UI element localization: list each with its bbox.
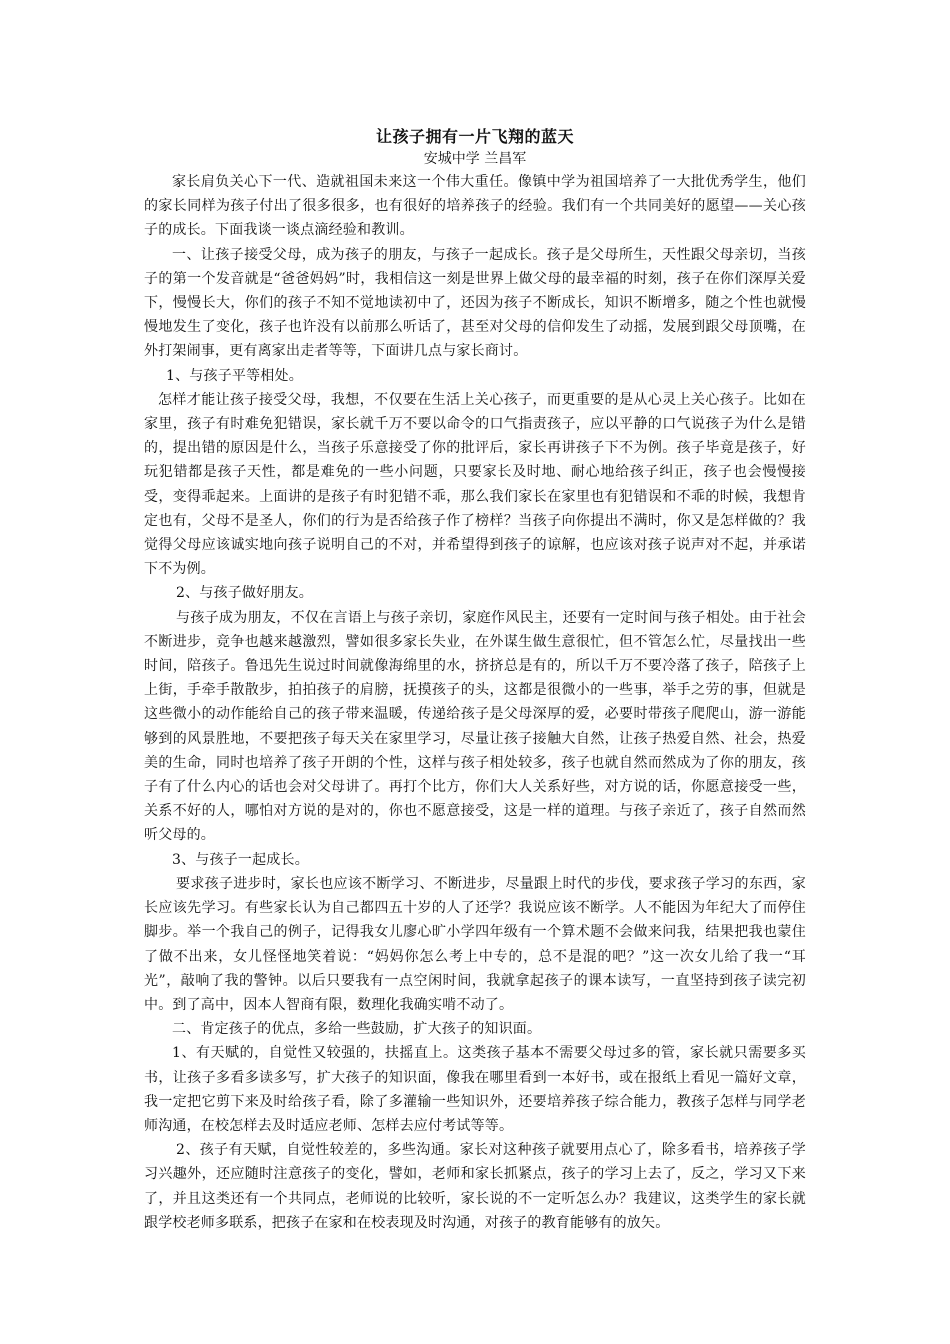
section-one-paragraph: 一、让孩子接受父母，成为孩子的朋友，与孩子一起成长。孩子是父母所生，天性跟父母亲切，当孩子的第一个发音就是“爸爸妈妈”时，我相信这一刻是世界上做父母的最幸福的时刻，孩子在你们深厚关爱下，慢慢长大，你们的孩子不知不觉地读初中了，还因为孩子不断成长，知识不断增多，随之个性也就慢慢地发生了变化，孩子也许没有以前那么听话了，甚至对父母的信仰发生了动摇，发展到跟父母顶嘴，在外打架闹事，更有离家出走者等等，下面讲几点与家长商讨。 bbox=[144, 246, 806, 360]
subheading-good-friends: 2、与孩子做好朋友。 bbox=[176, 585, 313, 602]
gifted-self-motivated-paragraph: 1、有天赋的，自觉性又较强的，扶摇直上。这类孩子基本不需要父母过多的管，家长就只需要多买书，让孩子多看多读多写，扩大孩子的知识面，像我在哪里看到一本好书，或在报纸上看见一篇好文章，我一定把它剪下来及时给孩子看，除了多灌输一些知识外，还要培养孩子综合能力，教孩子怎样与同学老师沟通，在校怎样去及时适应老师、怎样去应付考试等等。 bbox=[144, 1045, 806, 1134]
section-two-heading: 二、肯定孩子的优点，多给一些鼓励，扩大孩子的知识面。 bbox=[172, 1021, 542, 1038]
document-title: 让孩子拥有一片飞翔的蓝天 bbox=[375, 127, 574, 146]
gifted-less-motivated-paragraph: 2、孩子有天赋，自觉性较差的，多些沟通。家长对这种孩子就要用点心了，除多看书，培养孩子学习兴趣外，还应随时注意孩子的变化，譬如，老师和家长抓紧点，孩子的学习上去了，反之，学习又下来了，并且这类还有一个共同点，老师说的比较听，家长说的不一定听怎么办？我建议，这类学生的家长就跟学校老师多联系，把孩子在家和在校表现及时沟通，对孩子的教育能够有的放矢。 bbox=[144, 1142, 806, 1231]
subheading-grow-together: 3、与孩子一起成长。 bbox=[172, 851, 309, 868]
author-byline: 安城中学 兰昌军 bbox=[423, 151, 527, 167]
grow-together-paragraph: 要求孩子进步时，家长也应该不断学习、不断进步，尽量跟上时代的步伐，要求孩子学习的东西，家长应该先学习。有些家长认为自己都四五十岁的人了还学？我说应该不断学。人不能因为年纪大了而停住脚步。举一个我自己的例子，记得我女儿廖心旷小学四年级有一个算术题不会做来问我，结果把我也蒙住了做不出来，女儿怪怪地笑着说：“妈妈你怎么考上中专的，总不是混的吧？”这一次女儿给了我一“耳光”，敲响了我的警钟。以后只要我有一点空闲时间，我就拿起孩子的课本读写，一直坚持到孩子读完初中。到了高中，因本人智商有限，数理化我确实啃不动了。 bbox=[144, 875, 806, 1013]
equal-treatment-paragraph: 怎样才能让孩子接受父母，我想，不仅要在生活上关心孩子，而更重要的是从心灵上关心孩子。比如在家里，孩子有时难免犯错误，家长就千万不要以命令的口气指责孩子，应以平静的口气说孩子为什么是错的，提出错的原因是什么，当孩子乐意接受了你的批评后，家长再讲孩子下不为例。孩子毕竟是孩子，好玩犯错都是孩子天性，都是难免的一些小问题，只要家长及时地、耐心地给孩子纠正，孩子也会慢慢接受，变得乖起来。上面讲的是孩子有时犯错不乖，那么我们家长在家里也有犯错误和不乖的时候，我想肯定也有，父母不是圣人，你们的行为是否给孩子作了榜样？当孩子向你提出不满时，你又是怎样做的？我觉得父母应该诚实地向孩子说明自己的不对，并希望得到孩子的谅解，也应该对孩子说声对不起，并承诺下不为例。 bbox=[144, 391, 806, 578]
good-friends-paragraph: 与孩子成为朋友，不仅在言语上与孩子亲切，家庭作风民主，还要有一定时间与孩子相处。由于社会不断进步，竞争也越来越激烈，譬如很多家长失业，在外谋生做生意很忙，但不管怎么忙，尽量找出一些时间，陪孩子。鲁迅先生说过时间就像海绵里的水，挤挤总是有的，所以千万不要冷落了孩子，陪孩子上上街，手牵手散散步，拍拍孩子的肩膀，抚摸孩子的头，这都是很微小的一些事，举手之劳的事，但就是这些微小的动作能给自己的孩子带来温暖，传递给孩子是父母深厚的爱，必要时带孩子爬爬山，游一游能够到的风景胜地，不要把孩子每天关在家里学习，尽量让孩子接触大自然，让孩子热爱自然、社会，热爱美的生命，同时也培养了孩子开朗的个性，这样与孩子相处较多，孩子也就自然而然成为了你的朋友，孩子有了什么内心的话也会对父母讲了。再打个比方，你们大人关系好些，对方说的话，你愿意接受一些，关系不好的人，哪怕对方说的是对的，你也不愿意接受，这是一样的道理。与孩子亲近了，孩子自然而然听父母的。 bbox=[144, 609, 806, 844]
intro-paragraph: 家长肩负关心下一代、造就祖国未来这一个伟大重任。像镇中学为祖国培养了一大批优秀学生，他们的家长同样为孩子付出了很多很多，也有很好的培养孩子的经验。我们有一个共同美好的愿望——关心孩子的成长。下面我谈一谈点滴经验和教训。 bbox=[144, 174, 806, 239]
document-page bbox=[144, 126, 806, 1235]
subheading-equal-treatment: 1、与孩子平等相处。 bbox=[166, 367, 303, 384]
